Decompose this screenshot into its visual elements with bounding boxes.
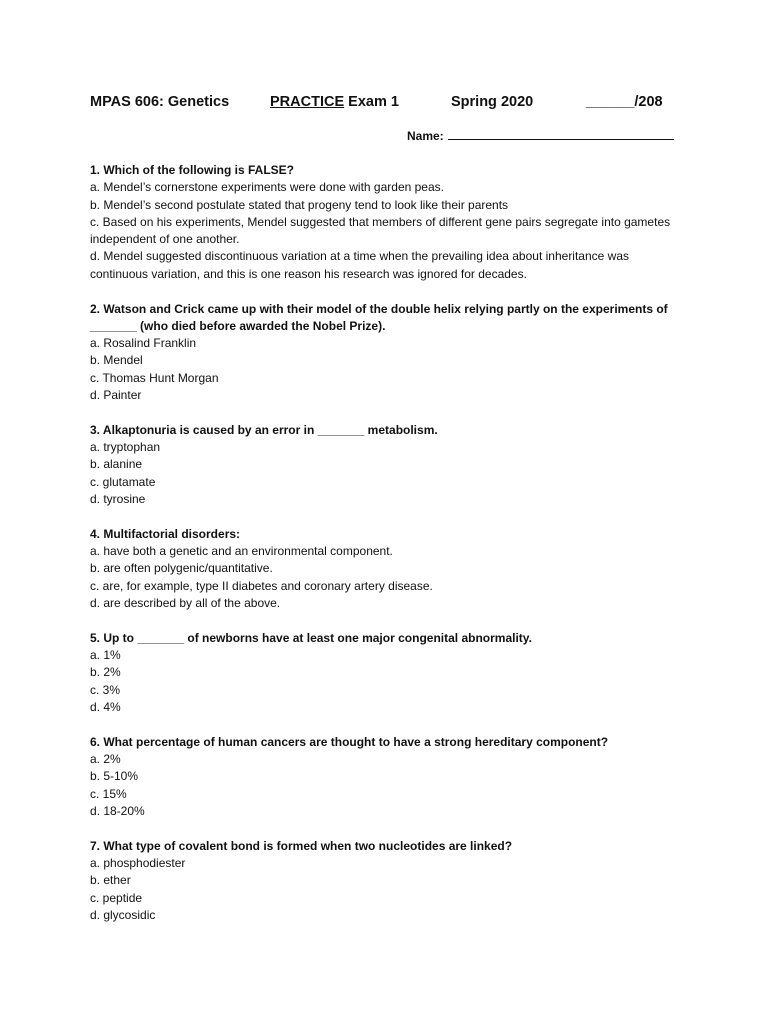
answer-option: c. Based on his experiments, Mendel suggested that members of different gene pairs segregate into gametes independent of one another. bbox=[90, 214, 671, 247]
answer-option: a. have both a genetic and an environmental component. bbox=[90, 544, 393, 559]
answer-option: a. 2% bbox=[90, 752, 121, 767]
answer-option: c. glutamate bbox=[90, 474, 156, 489]
question-list bbox=[90, 162, 690, 942]
question-stem: 5. Up to _______ of newborns have at least one major congenital abnormality. bbox=[90, 630, 532, 645]
question-stem: 6. What percentage of human cancers are thought to have a strong hereditary component? bbox=[90, 734, 609, 749]
answer-option: a. Rosalind Franklin bbox=[90, 336, 197, 351]
answer-option: d. 4% bbox=[90, 700, 121, 715]
answer-option: d. 18-20% bbox=[90, 804, 145, 818]
answer-option: b. 2% bbox=[90, 665, 121, 680]
question-7 bbox=[90, 838, 690, 924]
answer-option: b. ether bbox=[90, 873, 131, 888]
answer-option: c. 3% bbox=[90, 682, 121, 697]
answer-option: c. Thomas Hunt Morgan bbox=[90, 370, 219, 385]
answer-option: d. glycosidic bbox=[90, 907, 156, 922]
answer-option: b. are often polygenic/quantitative. bbox=[90, 561, 273, 576]
question-3 bbox=[90, 422, 690, 508]
question-4 bbox=[90, 526, 690, 612]
answer-option: a. 1% bbox=[90, 648, 121, 663]
question-2 bbox=[90, 301, 690, 405]
answer-option: a. phosphodiester bbox=[90, 856, 186, 871]
answer-option: c. are, for example, type II diabetes and coronary artery disease. bbox=[90, 578, 433, 593]
question-6 bbox=[90, 734, 690, 820]
exam-term: Spring 2020 bbox=[451, 94, 534, 110]
name-row bbox=[407, 127, 674, 143]
question-stem: 4. Multifactorial disorders: bbox=[90, 526, 241, 541]
question-1 bbox=[90, 162, 690, 283]
answer-option: d. Painter bbox=[90, 388, 142, 403]
exam-header bbox=[90, 94, 675, 114]
question-stem: 2. Watson and Crick came up with their model of the double helix relying partly on the experiments of _______ (who died before awarded the Nobel Prize). bbox=[90, 301, 668, 333]
question-stem: 7. What type of covalent bond is formed when two nucleotides are linked? bbox=[90, 838, 513, 853]
exam-title-prefix: PRACTICE bbox=[270, 94, 345, 110]
question-stem: 3. Alkaptonuria is caused by an error in _______ metabolism. bbox=[90, 422, 438, 437]
answer-option: b. 5-10% bbox=[90, 769, 139, 784]
exam-title-suffix: Exam 1 bbox=[344, 94, 399, 110]
answer-option: d. Mendel suggested discontinuous variation at a time when the prevailing idea about inheritance was continuous variation, and this is one reason his research was ignored for decades. bbox=[90, 249, 630, 281]
answer-option: b. Mendel’s second postulate stated that progeny tend to look like their parents bbox=[90, 197, 509, 212]
course-title: MPAS 606: Genetics bbox=[90, 94, 230, 110]
answer-option: d. tyrosine bbox=[90, 492, 146, 507]
name-label: Name: bbox=[407, 129, 444, 143]
question-5 bbox=[90, 630, 690, 716]
answer-option: c. 15% bbox=[90, 786, 127, 801]
score-field: ______/208 bbox=[586, 94, 663, 110]
answer-option: b. alanine bbox=[90, 457, 143, 472]
answer-option: a. Mendel’s cornerstone experiments were done with garden peas. bbox=[90, 180, 444, 195]
question-stem: 1. Which of the following is FALSE? bbox=[90, 163, 294, 177]
answer-option: d. are described by all of the above. bbox=[90, 596, 281, 611]
answer-option: b. Mendel bbox=[90, 353, 143, 368]
exam-title bbox=[270, 94, 399, 110]
name-blank-line bbox=[448, 127, 674, 140]
answer-option: a. tryptophan bbox=[90, 440, 161, 455]
answer-option: c. peptide bbox=[90, 890, 143, 905]
